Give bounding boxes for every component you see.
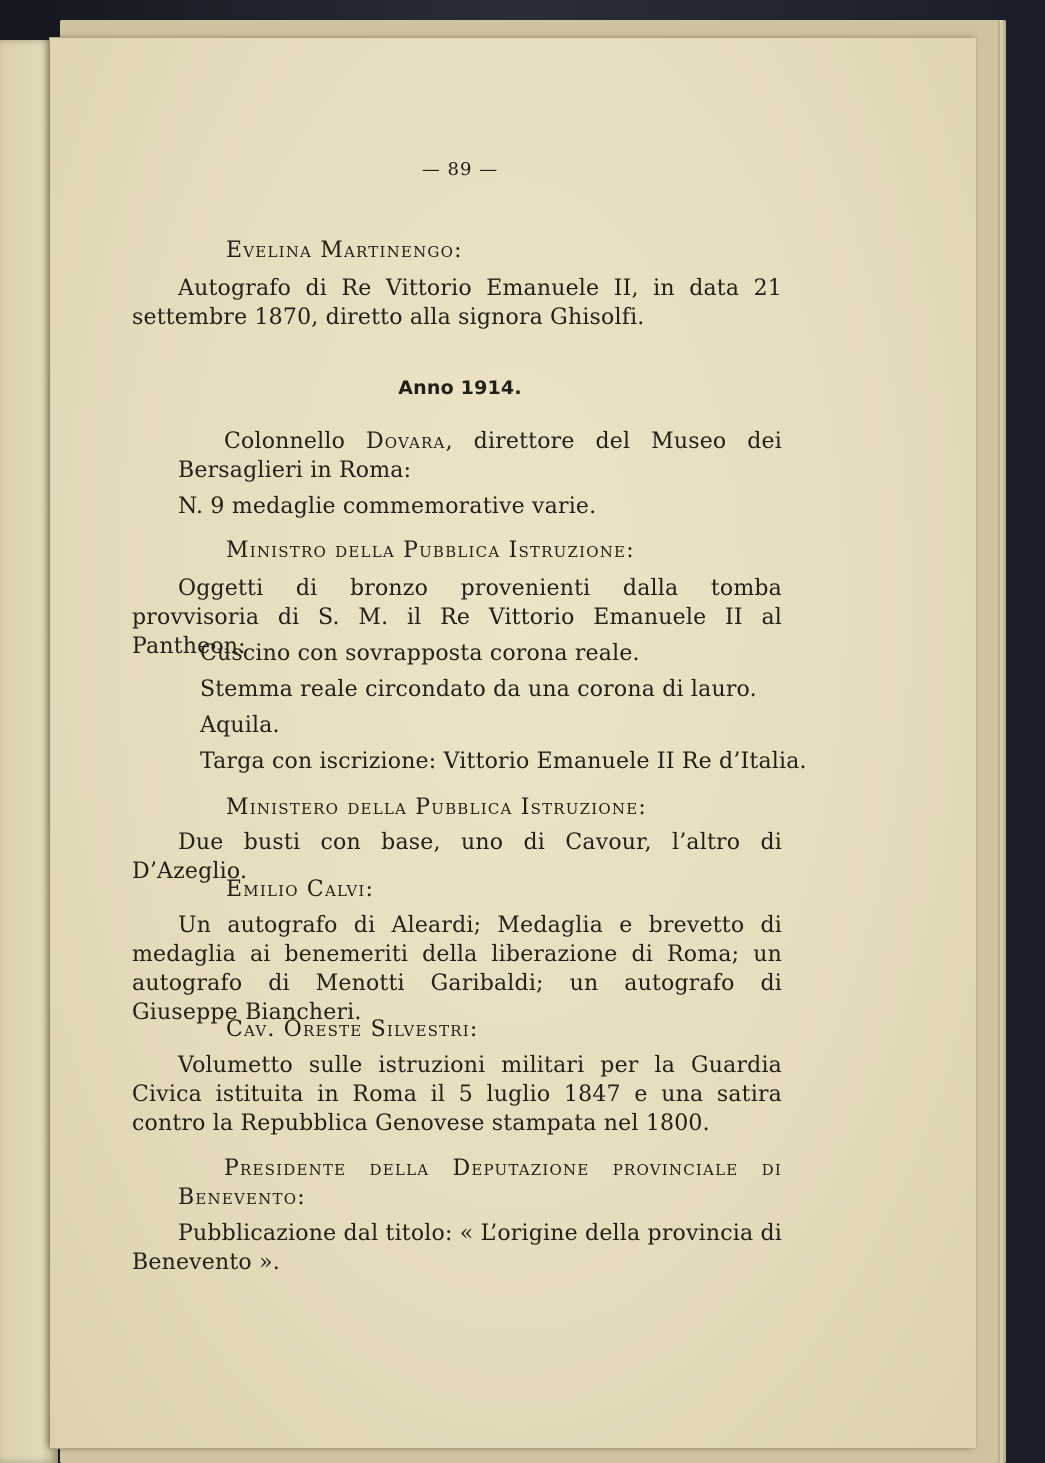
donor-prefix: Colonnello [224,429,366,454]
page-number: — 89 — [421,159,499,180]
donor-name: Ministro della Pubblica Istruzione: [226,538,635,563]
list-item: Stemma reale circondato da una corona di lauro. [200,677,757,702]
donor-line [178,427,782,485]
list-item: Aquila. [200,713,280,738]
list-item: Cuscino con sovrapposta corona reale. [200,641,640,666]
donor-name: Emilio Calvi: [226,877,375,902]
page-content [50,38,976,1448]
entry-paragraph: Autografo di Re Vittorio Emanuele II, in data 21 settembre 1870, diretto alla signora Ghisolfi. [132,276,782,330]
entry-paragraph: Due busti con base, uno di Cavour, l’altro di D’Azeglio. [132,830,782,884]
donor-name: Dovara [365,429,446,454]
donor-name: Cav. Oreste Silvestri: [226,1017,479,1042]
year-heading: Anno 1914. [398,377,522,399]
donor-suffix: , direttore del Museo dei Bersaglieri in Roma: [178,429,782,483]
list-item: Targa con iscrizione: Vittorio Emanuele II Re d’Italia. [200,749,807,774]
entry-paragraph: Pubblicazione dal titolo: « L’origine della provincia di Benevento ». [132,1221,783,1275]
entry-paragraph: Un autografo di Aleardi; Medaglia e brevetto di medaglia ai benemeriti della liberazione di Roma; un autografo di Menotti Garibaldi; un autografo di Giuseppe Biancheri. [132,913,782,1025]
entry-paragraph: Oggetti di bronzo provenienti dalla tomba provvisoria di S. M. il Re Vittorio Emanuele II al Pantheon: [132,576,782,659]
book-page [50,38,976,1448]
donor-name: Presidente della Deputazione provinciale di Benevento: [178,1156,782,1210]
donor-name: Ministero della Pubblica Istruzione: [226,795,647,820]
entry-paragraph: N. 9 medaglie commemorative varie. [178,494,597,519]
entry-paragraph: Volumetto sulle istruzioni militari per la Guardia Civica istituita in Roma il 5 luglio 1847 e una satira contro la Repubblica Genovese stampata nel 1800. [132,1053,782,1136]
donor-name: Evelina Martinengo: [226,238,463,263]
